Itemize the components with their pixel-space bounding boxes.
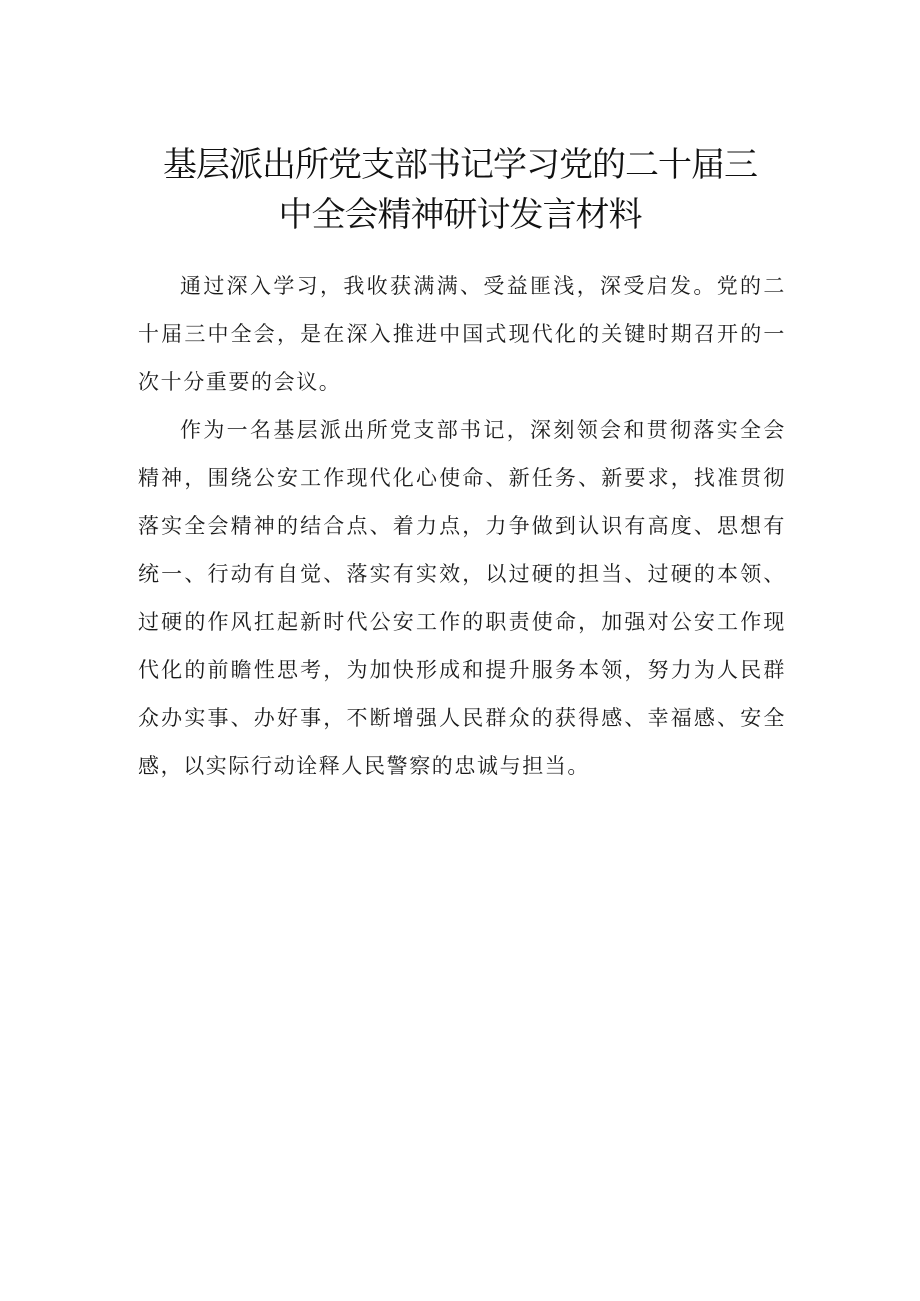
paragraph-1: 通过深入学习，我收获满满、受益匪浅，深受启发。党的二十届三中全会，是在深入推进中国式现代化的关键时期召开的一次十分重要的会议。 [138,274,786,394]
title-line-2: 中全会精神研讨发言材料 [278,195,642,235]
paragraph-2: 作为一名基层派出所党支部书记，深刻领会和贯彻落实全会精神，围绕公安工作现代化心使命、新任务、新要求，找准贯彻落实全会精神的结合点、着力点，力争做到认识有高度、思想有统一、行动有自觉、落实有实效，以过硬的担当、过硬的本领、过硬的作风扛起新时代公安工作的职责使命，加强对公安工作现代化的前瞻性思考，为加快形成和提升服务本领，努力为人民群众办实事、办好事，不断增强人民群众的获得感、幸福感、安全感，以实际行动诠释人民警察的忠诚与担当。 [138,418,786,778]
document-body [138,262,786,790]
document-title [100,140,820,240]
title-line-1: 基层派出所党支部书记学习党的二十届三 [163,145,757,185]
